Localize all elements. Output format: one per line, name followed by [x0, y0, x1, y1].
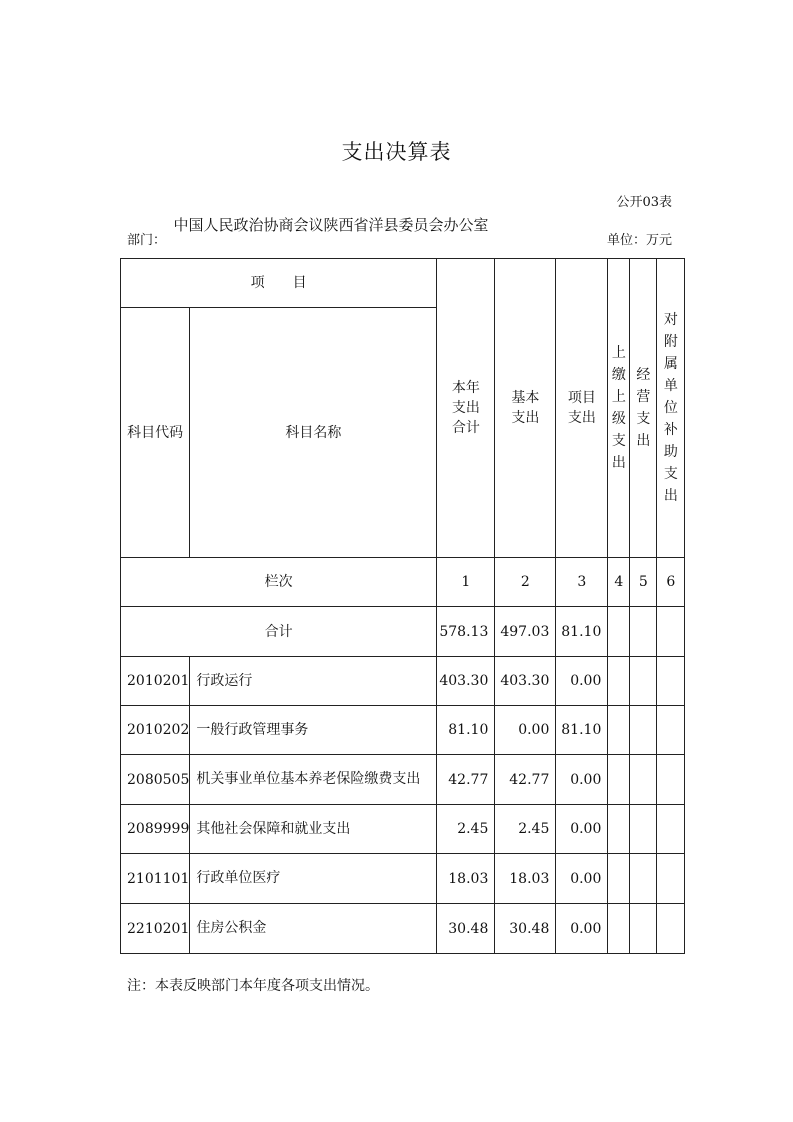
row-upper — [608, 755, 630, 805]
row-item: 0.00 — [556, 805, 608, 854]
header-total: 本年支出合计 — [437, 259, 495, 558]
row-basic: 0.00 — [495, 706, 556, 755]
header-project: 项 目 — [121, 259, 437, 308]
row-code: 2080505 — [121, 755, 190, 805]
row-total: 18.03 — [437, 854, 495, 904]
column-index-label: 栏次 — [121, 558, 437, 607]
header-upper: 上缴上级支出 — [608, 259, 630, 558]
totals-basic: 497.03 — [495, 607, 556, 657]
row-item: 0.00 — [556, 904, 608, 954]
row-business — [630, 755, 657, 805]
totals-upper — [608, 607, 630, 657]
row-code: 2101101 — [121, 854, 190, 904]
row-item: 81.10 — [556, 706, 608, 755]
row-item: 0.00 — [556, 755, 608, 805]
header-name: 科目名称 — [190, 308, 437, 558]
row-name: 一般行政管理事务 — [190, 706, 437, 755]
header-subsidy: 对附属单位补助支出 — [657, 259, 685, 558]
totals-subsidy — [657, 607, 685, 657]
row-business — [630, 805, 657, 854]
column-index: 3 — [556, 558, 608, 607]
table-row — [121, 755, 685, 805]
row-subsidy — [657, 904, 685, 954]
row-name: 住房公积金 — [190, 904, 437, 954]
row-total: 403.30 — [437, 657, 495, 706]
row-business — [630, 706, 657, 755]
header-code: 科目代码 — [121, 308, 190, 558]
column-index: 6 — [657, 558, 685, 607]
row-item: 0.00 — [556, 854, 608, 904]
row-upper — [608, 904, 630, 954]
footnote: 注：本表反映部门本年度各项支出情况。 — [127, 978, 379, 994]
row-total: 30.48 — [437, 904, 495, 954]
row-subsidy — [657, 706, 685, 755]
row-item: 0.00 — [556, 657, 608, 706]
row-subsidy — [657, 805, 685, 854]
row-basic: 2.45 — [495, 805, 556, 854]
totals-row — [121, 607, 685, 657]
totals-business — [630, 607, 657, 657]
expenditure-table — [120, 258, 685, 954]
column-index: 1 — [437, 558, 495, 607]
row-code: 2010201 — [121, 657, 190, 706]
table-row — [121, 706, 685, 755]
row-upper — [608, 657, 630, 706]
row-upper — [608, 805, 630, 854]
row-business — [630, 854, 657, 904]
row-code: 2089999 — [121, 805, 190, 854]
totals-label: 合计 — [121, 607, 437, 657]
row-name: 其他社会保障和就业支出 — [190, 805, 437, 854]
row-upper — [608, 706, 630, 755]
row-business — [630, 904, 657, 954]
row-name: 机关事业单位基本养老保险缴费支出 — [190, 755, 437, 805]
table-row — [121, 805, 685, 854]
table-row — [121, 904, 685, 954]
header-business: 经营支出 — [630, 259, 657, 558]
row-total: 81.10 — [437, 706, 495, 755]
row-name: 行政运行 — [190, 657, 437, 706]
row-basic: 30.48 — [495, 904, 556, 954]
department-label: 部门： — [127, 233, 167, 248]
row-subsidy — [657, 657, 685, 706]
row-subsidy — [657, 755, 685, 805]
column-index: 4 — [608, 558, 630, 607]
column-index: 5 — [630, 558, 657, 607]
form-number: 公开03表 — [616, 195, 672, 210]
header-item: 项目支出 — [556, 259, 608, 558]
row-name: 行政单位医疗 — [190, 854, 437, 904]
table-row — [121, 854, 685, 904]
page-title: 支出决算表 — [341, 140, 452, 164]
row-code: 2010202 — [121, 706, 190, 755]
row-basic: 42.77 — [495, 755, 556, 805]
table-row — [121, 657, 685, 706]
header-basic: 基本支出 — [495, 259, 556, 558]
totals-total: 578.13 — [437, 607, 495, 657]
column-index: 2 — [495, 558, 556, 607]
totals-item: 81.10 — [556, 607, 608, 657]
row-code: 2210201 — [121, 904, 190, 954]
department-name: 中国人民政治协商会议陕西省洋县委员会办公室 — [173, 216, 489, 234]
row-total: 2.45 — [437, 805, 495, 854]
row-total: 42.77 — [437, 755, 495, 805]
row-basic: 18.03 — [495, 854, 556, 904]
row-subsidy — [657, 854, 685, 904]
row-basic: 403.30 — [495, 657, 556, 706]
unit-label: 单位：万元 — [606, 233, 672, 248]
row-upper — [608, 854, 630, 904]
row-business — [630, 657, 657, 706]
